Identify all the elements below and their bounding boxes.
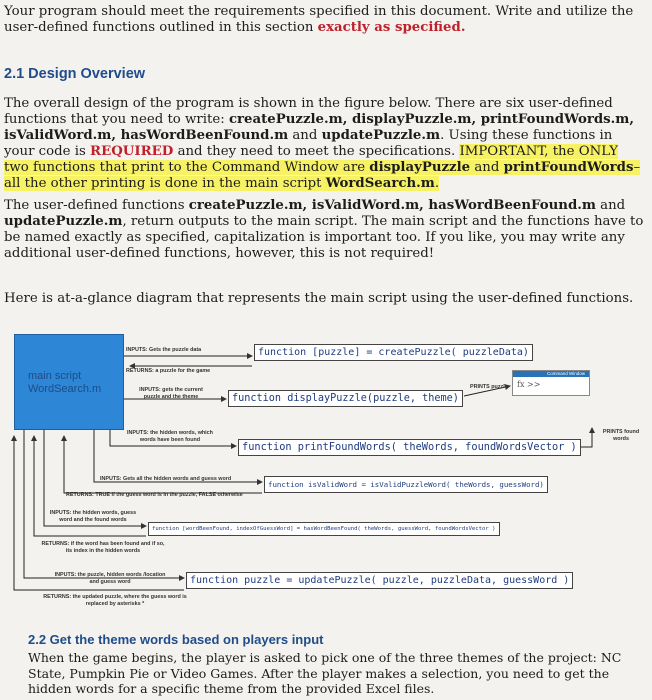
note-prints-found: PRINTS found words: [602, 429, 640, 442]
note-inputs-print: INPUTS: the hidden words, which words have been found: [127, 430, 213, 443]
command-prompt: fx >>: [517, 380, 541, 389]
note-prints-puzzle: PRINTS puzzle: [470, 384, 508, 390]
note-inputs-display: INPUTS: gets the current puzzle and the theme: [139, 387, 203, 400]
note-inputs-found: INPUTS: the hidden words, guess word and the found words: [49, 510, 137, 523]
exactly-specified: exactly as specified.: [317, 20, 466, 35]
command-window: Command Window fx >>: [512, 370, 590, 396]
main-script-label: main script WordSearch.m: [28, 370, 102, 395]
note-inputs-valid: INPUTS: Gets all the hidden words and guess word: [100, 476, 232, 482]
note-returns-valid: RETURNS: TRUE if the guess word is in the puzzle, FALSE otherwise: [66, 492, 243, 498]
note-returns-update: RETURNS: the updated puzzle, where the guess word is replaced by asterisks *: [43, 594, 187, 607]
design-paragraph-1: The overall design of the program is shown in the figure below. There are six user-defined functions that you need to write: createPuzzle.m, displayPuzzle.m, printFoundWords.m, isValidWord.m, hasWordBeenFound.m and updatePuzzle.m. Using these functions in your code is REQUIRED and they need to meet the specifications. IMPORTANT, the ONLY two functions that print to the Command Window are displayPuzzle and printFoundWords– all the other printing is done in the main script WordSearch.m.: [4, 96, 641, 191]
fn-is-valid-word: function isValidWord = isValidPuzzleWord( theWords, guessWord): [264, 476, 548, 493]
note-inputs-create: INPUTS: Gets the puzzle data: [126, 347, 202, 353]
fn-has-word-been-found: function [wordBeenFound, indexOfGuessWord] = hasWordBeenFound( theWords, guessWord, foundWordsVector ): [148, 522, 500, 536]
diagram-intro: Here is at-a-glance diagram that represents the main script using the user-defined functions.: [4, 291, 634, 306]
important-highlight: IMPORTANT, the ONLY two functions that print to the Command Window are displayPuzzle and printFoundWords– all the other printing is done in the main script WordSearch.m.: [4, 144, 641, 191]
design-diagram: [0, 326, 652, 626]
required-word: REQUIRED: [90, 144, 174, 159]
heading-theme-words: 2.2 Get the theme words based on players input: [28, 632, 324, 647]
heading-design-overview: 2.1 Design Overview: [4, 66, 146, 82]
note-inputs-update: INPUTS: the puzzle, hidden words /location and guess word: [54, 572, 166, 585]
fn-display-puzzle: function displayPuzzle(puzzle, theme): [228, 390, 463, 407]
fn-create-puzzle: function [puzzle] = createPuzzle( puzzleData): [254, 344, 533, 361]
note-returns-create: RETURNS: a puzzle for the game: [126, 368, 211, 374]
intro-paragraph: Your program should meet the requirements specified in this document. Write and utilize the user-defined functions outlined in this section exactly as specified.: [4, 4, 634, 35]
theme-words-paragraph: When the game begins, the player is asked to pick one of the three themes of the project: NC State, Pumpkin Pie or Video Games. After the player makes a selection, you need to get the hidden words for a specific theme from the provided Excel files.: [28, 650, 622, 696]
design-paragraph-2: The user-defined functions createPuzzle.m, isValidWord.m, hasWordBeenFound.m and updatePuzzle.m, return outputs to the main script. The main script and the functions have to be named exactly as specified, capitalization is important too. If you like, you may write any additional user-defined functions, however, this is not required!: [4, 198, 644, 261]
fn-print-found-words: function printFoundWords( theWords, foundWordsVector ): [238, 439, 581, 456]
note-returns-found: RETURNS: if the word has been found and if so, its index in the hidden words: [41, 541, 165, 554]
fn-update-puzzle: function puzzle = updatePuzzle( puzzle, puzzleData, guessWord ): [186, 572, 573, 589]
